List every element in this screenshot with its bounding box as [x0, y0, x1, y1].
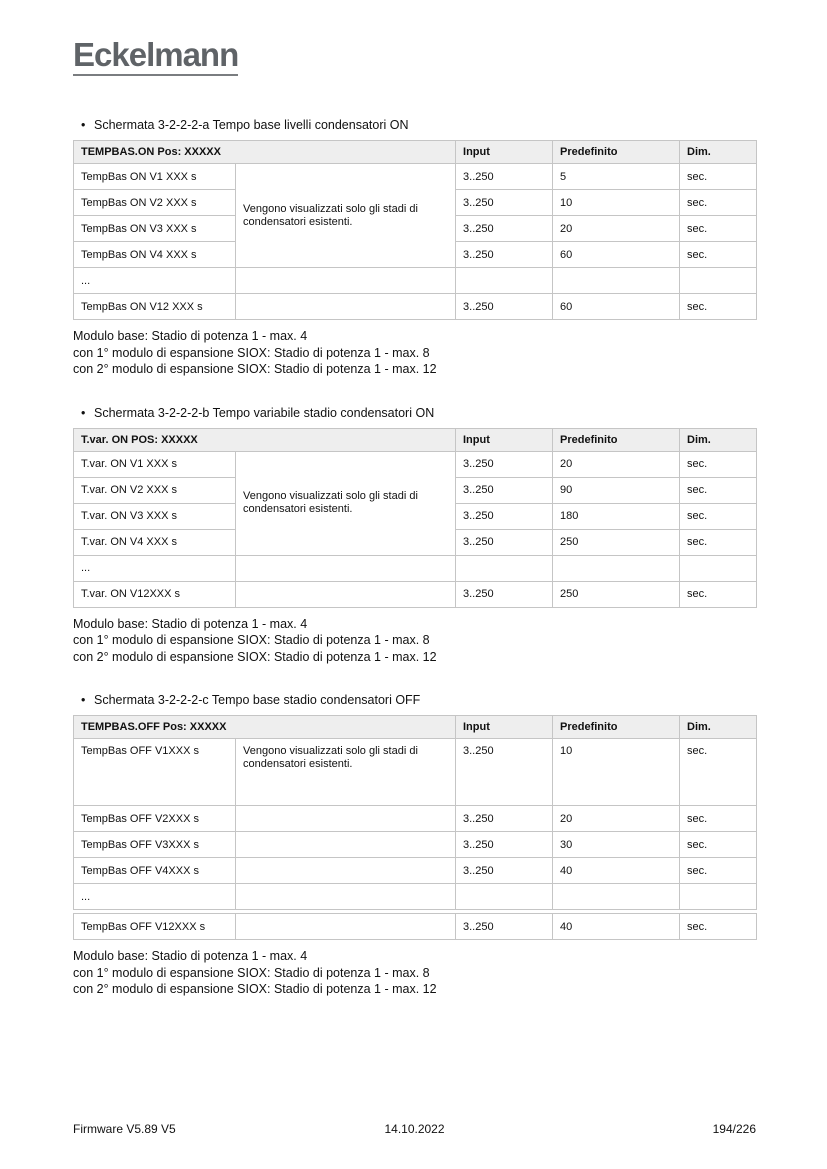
- module-notes: [73, 328, 756, 378]
- default-cell: 5: [553, 164, 680, 190]
- screen-title: [81, 693, 756, 708]
- default-cell: 10: [553, 739, 680, 806]
- default-cell: 40: [553, 914, 680, 940]
- header: [73, 38, 238, 76]
- input-cell: 3..250: [456, 190, 553, 216]
- module-note-line: Modulo base: Stadio di potenza 1 - max. 4: [73, 329, 308, 343]
- table-row: [74, 806, 757, 832]
- module-note-line: con 2° modulo di espansione SIOX: Stadio di potenza 1 - max. 12: [73, 649, 437, 664]
- param-cell: TempBas ON V1 XXX s: [74, 164, 236, 190]
- table-header-row: [74, 716, 757, 739]
- note-cell-empty: [236, 914, 456, 940]
- dim-cell: sec.: [680, 477, 757, 503]
- note-cell: Vengono visualizzati solo gli stadi di condensatori esistenti.: [236, 739, 456, 806]
- input-cell: 3..250: [456, 832, 553, 858]
- table-row: [74, 832, 757, 858]
- default-cell: 90: [553, 477, 680, 503]
- table-row: [74, 294, 757, 320]
- dim-cell: sec.: [680, 529, 757, 555]
- module-note-line: con 1° modulo di espansione SIOX: Stadio di potenza 1 - max. 8: [73, 965, 430, 980]
- default-cell: 250: [553, 529, 680, 555]
- input-cell: 3..250: [456, 529, 553, 555]
- input-cell: 3..250: [456, 858, 553, 884]
- screen-title-text: Schermata 3-2-2-2-c Tempo base stadio condensatori OFF: [94, 693, 421, 707]
- input-cell: 3..250: [456, 914, 553, 940]
- default-cell: 250: [553, 581, 680, 607]
- input-cell: 3..250: [456, 242, 553, 268]
- param-cell: TempBas ON V3 XXX s: [74, 216, 236, 242]
- table-row: [74, 739, 757, 806]
- input-cell: 3..250: [456, 581, 553, 607]
- dim-cell: sec.: [680, 190, 757, 216]
- note-cell: Vengono visualizzati solo gli stadi di condensatori esistenti.: [236, 164, 456, 268]
- default-cell: 10: [553, 190, 680, 216]
- note-cell-empty: [236, 832, 456, 858]
- dim-cell: sec.: [680, 164, 757, 190]
- footer-firmware-version: Firmware V5.89 V5: [73, 1122, 176, 1136]
- footer-page-number: 194/226: [712, 1122, 757, 1136]
- dim-cell: sec.: [680, 581, 757, 607]
- dim-cell: sec.: [680, 739, 757, 806]
- bullet-icon: •: [81, 118, 86, 132]
- table-header-dim: Dim.: [680, 141, 757, 164]
- module-note-line: con 1° modulo di espansione SIOX: Stadio di potenza 1 - max. 8: [73, 633, 430, 647]
- input-cell: [456, 555, 553, 581]
- default-cell: [553, 268, 680, 294]
- input-cell: 3..250: [456, 294, 553, 320]
- dim-cell: [680, 555, 757, 581]
- table-row: [74, 581, 757, 607]
- section-2: [73, 406, 756, 666]
- section-1: [73, 118, 756, 378]
- dim-cell: sec.: [680, 451, 757, 477]
- dim-cell: sec.: [680, 832, 757, 858]
- param-cell: TempBas OFF V3XXX s: [74, 832, 236, 858]
- param-cell: ...: [74, 884, 236, 910]
- module-note-line: con 1° modulo di espansione SIOX: Stadio di potenza 1 - max. 8: [73, 345, 430, 360]
- param-cell: TempBas ON V2 XXX s: [74, 190, 236, 216]
- param-cell: TempBas OFF V12XXX s: [74, 914, 236, 940]
- table-header-dim: Dim.: [680, 716, 757, 739]
- parameter-table-1: [73, 140, 757, 320]
- table-row: [74, 884, 757, 910]
- input-cell: 3..250: [456, 477, 553, 503]
- note-cell-empty: [236, 581, 456, 607]
- note-cell: Vengono visualizzati solo gli stadi di condensatori esistenti.: [236, 451, 456, 555]
- param-cell: T.var. ON V12XXX s: [74, 581, 236, 607]
- default-cell: 60: [553, 242, 680, 268]
- param-cell: TempBas ON V12 XXX s: [74, 294, 236, 320]
- input-cell: 3..250: [456, 451, 553, 477]
- note-cell-empty: [236, 555, 456, 581]
- table-row: [74, 914, 757, 940]
- table-header-pos: TEMPBAS.OFF Pos: XXXXX: [74, 716, 456, 739]
- table-row: [74, 164, 757, 190]
- default-cell: [553, 555, 680, 581]
- module-note-line: con 2° modulo di espansione SIOX: Stadio di potenza 1 - max. 12: [73, 982, 437, 996]
- default-cell: 20: [553, 451, 680, 477]
- param-cell: ...: [74, 555, 236, 581]
- screen-title-text: Schermata 3-2-2-2-a Tempo base livelli condensatori ON: [94, 118, 409, 132]
- table-header-dim: Dim.: [680, 428, 757, 451]
- input-cell: [456, 268, 553, 294]
- screen-title-text: Schermata 3-2-2-2-b Tempo variabile stadio condensatori ON: [94, 405, 435, 420]
- dim-cell: sec.: [680, 216, 757, 242]
- input-cell: [456, 884, 553, 910]
- table-header-default: Predefinito: [553, 428, 680, 451]
- param-cell: TempBas ON V4 XXX s: [74, 242, 236, 268]
- dim-cell: sec.: [680, 914, 757, 940]
- param-cell: ...: [74, 268, 236, 294]
- screen-title: [81, 118, 756, 133]
- table-row: [74, 268, 757, 294]
- module-note-line: Modulo base: Stadio di potenza 1 - max. 4: [73, 949, 308, 963]
- footer-date: 14.10.2022: [384, 1122, 445, 1136]
- module-notes: [73, 948, 756, 998]
- note-cell-empty: [236, 294, 456, 320]
- input-cell: 3..250: [456, 164, 553, 190]
- dim-cell: sec.: [680, 294, 757, 320]
- param-cell: T.var. ON V2 XXX s: [74, 477, 236, 503]
- default-cell: 20: [553, 806, 680, 832]
- param-cell: TempBas OFF V2XXX s: [74, 806, 236, 832]
- dim-cell: sec.: [680, 858, 757, 884]
- dim-cell: [680, 884, 757, 910]
- dim-cell: sec.: [680, 806, 757, 832]
- param-cell: TempBas OFF V1XXX s: [74, 739, 236, 806]
- table-header-row: [74, 141, 757, 164]
- param-cell: T.var. ON V4 XXX s: [74, 529, 236, 555]
- input-cell: 3..250: [456, 739, 553, 806]
- dim-cell: sec.: [680, 242, 757, 268]
- module-note-line: Modulo base: Stadio di potenza 1 - max. 4: [73, 616, 308, 631]
- input-cell: 3..250: [456, 216, 553, 242]
- input-cell: 3..250: [456, 806, 553, 832]
- module-notes: [73, 616, 756, 666]
- default-cell: 60: [553, 294, 680, 320]
- table-row: [74, 451, 757, 477]
- param-cell: T.var. ON V1 XXX s: [74, 451, 236, 477]
- table-header-row: [74, 428, 757, 451]
- bullet-icon: •: [81, 405, 86, 420]
- section-3: [73, 693, 756, 998]
- table-header-input: Input: [456, 428, 553, 451]
- table-header-pos: T.var. ON POS: XXXXX: [74, 428, 456, 451]
- screen-title: [81, 406, 756, 421]
- default-cell: 20: [553, 216, 680, 242]
- table-header-pos: TEMPBAS.ON Pos: XXXXX: [74, 141, 456, 164]
- default-cell: [553, 884, 680, 910]
- parameter-table-2: [73, 428, 757, 608]
- note-cell-empty: [236, 268, 456, 294]
- page-footer: [73, 1122, 756, 1136]
- module-note-line: con 2° modulo di espansione SIOX: Stadio di potenza 1 - max. 12: [73, 362, 437, 376]
- dim-cell: [680, 268, 757, 294]
- bullet-icon: •: [81, 693, 86, 707]
- parameter-table-3: [73, 715, 757, 940]
- default-cell: 180: [553, 503, 680, 529]
- table-header-input: Input: [456, 716, 553, 739]
- param-cell: TempBas OFF V4XXX s: [74, 858, 236, 884]
- content: [73, 118, 756, 998]
- input-cell: 3..250: [456, 503, 553, 529]
- table-row: [74, 555, 757, 581]
- note-cell-empty: [236, 858, 456, 884]
- default-cell: 30: [553, 832, 680, 858]
- default-cell: 40: [553, 858, 680, 884]
- table-row: [74, 858, 757, 884]
- table-header-default: Predefinito: [553, 716, 680, 739]
- dim-cell: sec.: [680, 503, 757, 529]
- note-cell-empty: [236, 806, 456, 832]
- note-cell-empty: [236, 884, 456, 910]
- eckelmann-logo: Eckelmann: [73, 38, 238, 76]
- table-header-default: Predefinito: [553, 141, 680, 164]
- param-cell: T.var. ON V3 XXX s: [74, 503, 236, 529]
- table-header-input: Input: [456, 141, 553, 164]
